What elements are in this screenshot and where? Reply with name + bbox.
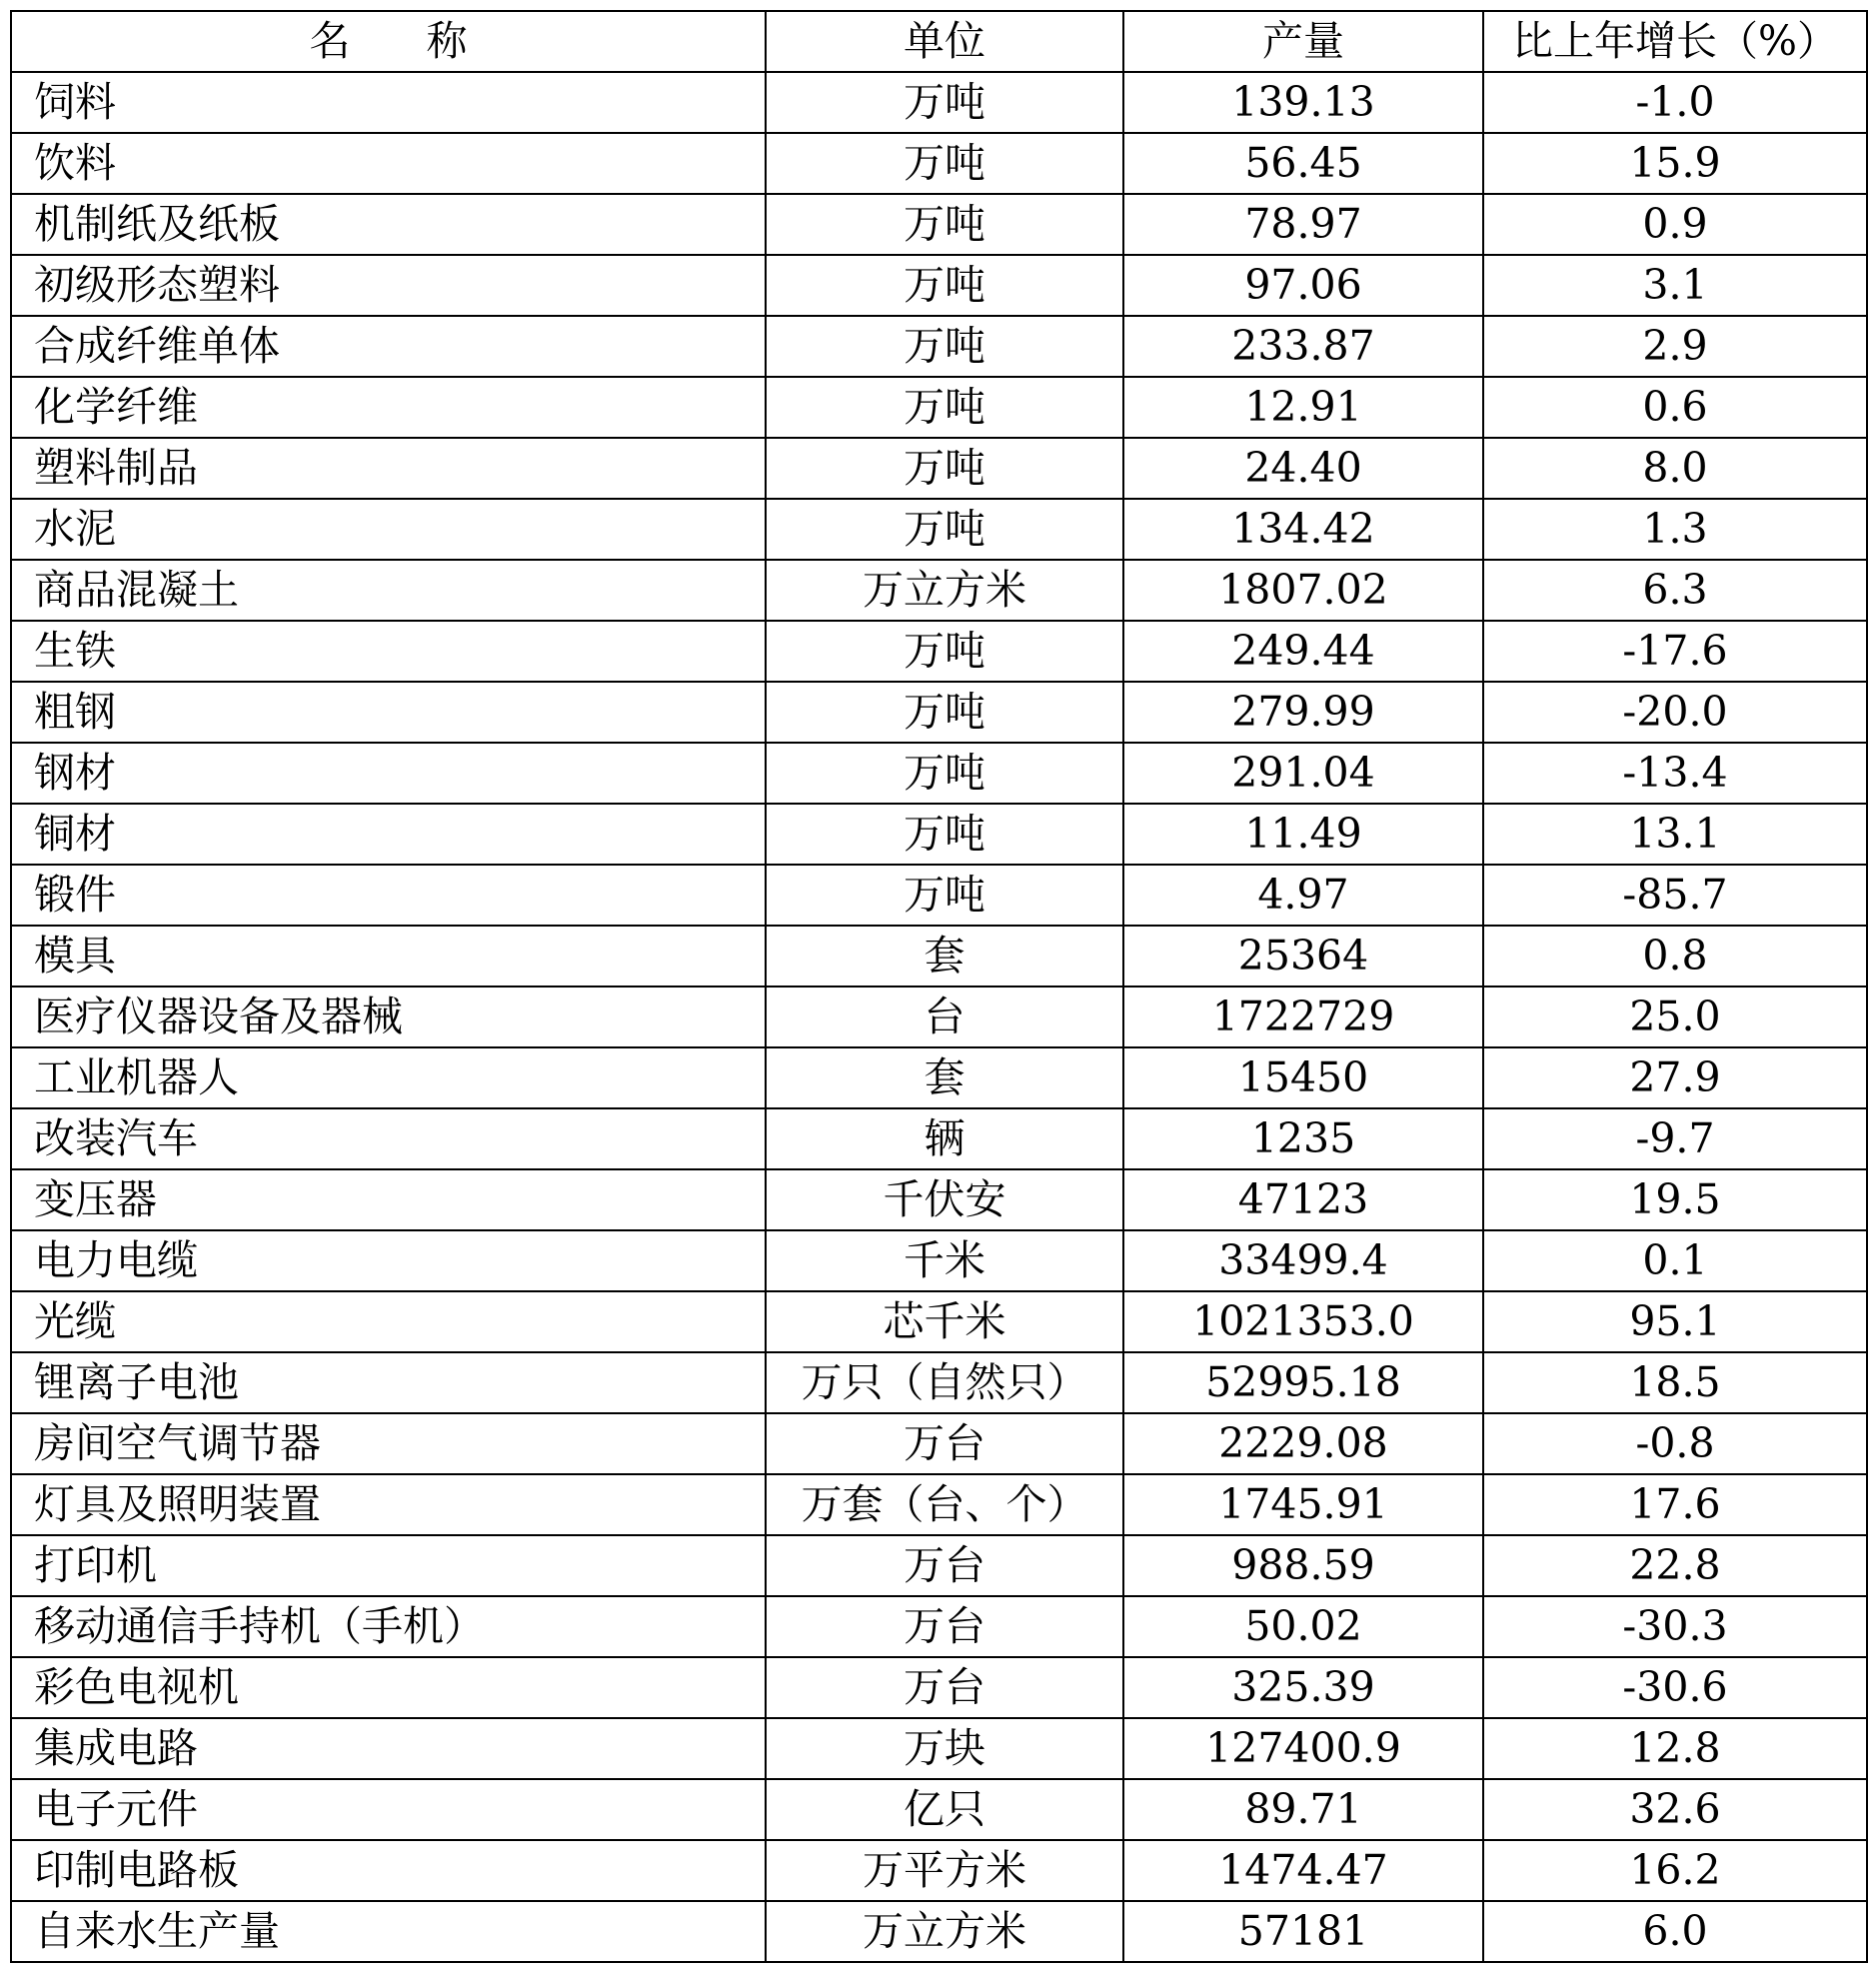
cell-product-name: 饮料 xyxy=(11,133,766,194)
cell-growth-rate: 16.2 xyxy=(1483,1840,1867,1901)
cell-output: 1807.02 xyxy=(1123,560,1483,621)
cell-output: 1722729 xyxy=(1123,987,1483,1047)
cell-product-name: 锂离子电池 xyxy=(11,1352,766,1413)
cell-output: 139.13 xyxy=(1123,72,1483,133)
cell-growth-rate: -1.0 xyxy=(1483,72,1867,133)
cell-output: 47123 xyxy=(1123,1169,1483,1230)
cell-output: 249.44 xyxy=(1123,621,1483,682)
cell-product-name: 合成纤维单体 xyxy=(11,316,766,377)
table-header xyxy=(11,11,1867,72)
cell-growth-rate: 6.0 xyxy=(1483,1901,1867,1962)
cell-product-name: 房间空气调节器 xyxy=(11,1413,766,1474)
cell-output: 291.04 xyxy=(1123,743,1483,804)
cell-unit: 套 xyxy=(766,926,1123,987)
cell-product-name: 粗钢 xyxy=(11,682,766,743)
cell-output: 97.06 xyxy=(1123,255,1483,316)
cell-product-name: 钢材 xyxy=(11,743,766,804)
cell-product-name: 灯具及照明装置 xyxy=(11,1474,766,1535)
table-row xyxy=(11,1718,1867,1779)
cell-product-name: 饲料 xyxy=(11,72,766,133)
cell-unit: 万立方米 xyxy=(766,560,1123,621)
cell-output: 134.42 xyxy=(1123,499,1483,560)
cell-product-name: 锻件 xyxy=(11,865,766,926)
cell-unit: 万吨 xyxy=(766,133,1123,194)
cell-product-name: 铜材 xyxy=(11,804,766,865)
cell-output: 127400.9 xyxy=(1123,1718,1483,1779)
cell-growth-rate: 1.3 xyxy=(1483,499,1867,560)
cell-growth-rate: 12.8 xyxy=(1483,1718,1867,1779)
table-row xyxy=(11,1108,1867,1169)
table-row xyxy=(11,499,1867,560)
cell-product-name: 商品混凝土 xyxy=(11,560,766,621)
cell-output: 52995.18 xyxy=(1123,1352,1483,1413)
table-row xyxy=(11,1901,1867,1962)
cell-output: 1745.91 xyxy=(1123,1474,1483,1535)
header-name xyxy=(11,11,766,72)
cell-unit: 辆 xyxy=(766,1108,1123,1169)
cell-unit: 千伏安 xyxy=(766,1169,1123,1230)
table-row xyxy=(11,255,1867,316)
cell-product-name: 生铁 xyxy=(11,621,766,682)
cell-unit: 万吨 xyxy=(766,72,1123,133)
cell-growth-rate: 32.6 xyxy=(1483,1779,1867,1840)
cell-output: 988.59 xyxy=(1123,1535,1483,1596)
cell-product-name: 光缆 xyxy=(11,1291,766,1352)
cell-unit: 万吨 xyxy=(766,621,1123,682)
cell-unit: 万块 xyxy=(766,1718,1123,1779)
cell-output: 1474.47 xyxy=(1123,1840,1483,1901)
cell-unit: 万吨 xyxy=(766,682,1123,743)
cell-product-name: 移动通信手持机（手机） xyxy=(11,1596,766,1657)
cell-product-name: 自来水生产量 xyxy=(11,1901,766,1962)
cell-growth-rate: 17.6 xyxy=(1483,1474,1867,1535)
cell-output: 57181 xyxy=(1123,1901,1483,1962)
cell-output: 12.91 xyxy=(1123,377,1483,438)
header-name-char-1: 名 xyxy=(309,17,351,65)
cell-unit: 套 xyxy=(766,1047,1123,1108)
cell-growth-rate: -13.4 xyxy=(1483,743,1867,804)
cell-growth-rate: 0.8 xyxy=(1483,926,1867,987)
cell-output: 78.97 xyxy=(1123,194,1483,255)
product-output-table xyxy=(10,10,1868,1963)
cell-product-name: 电子元件 xyxy=(11,1779,766,1840)
cell-growth-rate: 95.1 xyxy=(1483,1291,1867,1352)
table-row xyxy=(11,377,1867,438)
cell-growth-rate: 13.1 xyxy=(1483,804,1867,865)
header-output: 产量 xyxy=(1123,11,1483,72)
table-row xyxy=(11,133,1867,194)
table-row xyxy=(11,1047,1867,1108)
table-row xyxy=(11,682,1867,743)
cell-unit: 万吨 xyxy=(766,316,1123,377)
cell-unit: 万台 xyxy=(766,1413,1123,1474)
cell-growth-rate: 15.9 xyxy=(1483,133,1867,194)
cell-product-name: 彩色电视机 xyxy=(11,1657,766,1718)
cell-growth-rate: 2.9 xyxy=(1483,316,1867,377)
cell-unit: 万台 xyxy=(766,1596,1123,1657)
cell-output: 24.40 xyxy=(1123,438,1483,499)
cell-unit: 万吨 xyxy=(766,865,1123,926)
cell-growth-rate: 0.1 xyxy=(1483,1230,1867,1291)
cell-growth-rate: -30.3 xyxy=(1483,1596,1867,1657)
cell-product-name: 初级形态塑料 xyxy=(11,255,766,316)
cell-unit: 亿只 xyxy=(766,1779,1123,1840)
cell-product-name: 化学纤维 xyxy=(11,377,766,438)
table-row xyxy=(11,194,1867,255)
table-row xyxy=(11,1474,1867,1535)
cell-product-name: 模具 xyxy=(11,926,766,987)
cell-growth-rate: 19.5 xyxy=(1483,1169,1867,1230)
cell-unit: 台 xyxy=(766,987,1123,1047)
cell-output: 25364 xyxy=(1123,926,1483,987)
table-row xyxy=(11,316,1867,377)
cell-unit: 万吨 xyxy=(766,804,1123,865)
table-row xyxy=(11,1413,1867,1474)
table-row xyxy=(11,560,1867,621)
table-row xyxy=(11,743,1867,804)
cell-output: 1235 xyxy=(1123,1108,1483,1169)
table-row xyxy=(11,1535,1867,1596)
cell-growth-rate: 0.6 xyxy=(1483,377,1867,438)
cell-growth-rate: -85.7 xyxy=(1483,865,1867,926)
cell-growth-rate: 3.1 xyxy=(1483,255,1867,316)
cell-growth-rate: -17.6 xyxy=(1483,621,1867,682)
header-unit: 单位 xyxy=(766,11,1123,72)
cell-growth-rate: -9.7 xyxy=(1483,1108,1867,1169)
table-row xyxy=(11,865,1867,926)
cell-growth-rate: -20.0 xyxy=(1483,682,1867,743)
cell-growth-rate: 0.9 xyxy=(1483,194,1867,255)
cell-output: 15450 xyxy=(1123,1047,1483,1108)
table-row xyxy=(11,438,1867,499)
cell-product-name: 机制纸及纸板 xyxy=(11,194,766,255)
cell-unit: 万套（台、个） xyxy=(766,1474,1123,1535)
table-row xyxy=(11,1291,1867,1352)
cell-output: 325.39 xyxy=(1123,1657,1483,1718)
cell-growth-rate: -0.8 xyxy=(1483,1413,1867,1474)
header-name-char-2: 称 xyxy=(426,17,468,65)
cell-growth-rate: 6.3 xyxy=(1483,560,1867,621)
cell-unit: 万台 xyxy=(766,1535,1123,1596)
cell-product-name: 改装汽车 xyxy=(11,1108,766,1169)
cell-growth-rate: 25.0 xyxy=(1483,987,1867,1047)
table-body xyxy=(11,72,1867,1962)
cell-unit: 万只（自然只） xyxy=(766,1352,1123,1413)
table-row xyxy=(11,804,1867,865)
table-row xyxy=(11,72,1867,133)
cell-product-name: 工业机器人 xyxy=(11,1047,766,1108)
cell-growth-rate: -30.6 xyxy=(1483,1657,1867,1718)
cell-output: 33499.4 xyxy=(1123,1230,1483,1291)
cell-unit: 芯千米 xyxy=(766,1291,1123,1352)
cell-product-name: 变压器 xyxy=(11,1169,766,1230)
table-row xyxy=(11,1169,1867,1230)
cell-growth-rate: 18.5 xyxy=(1483,1352,1867,1413)
cell-output: 1021353.0 xyxy=(1123,1291,1483,1352)
cell-unit: 万平方米 xyxy=(766,1840,1123,1901)
cell-unit: 万吨 xyxy=(766,255,1123,316)
cell-unit: 万吨 xyxy=(766,743,1123,804)
cell-product-name: 打印机 xyxy=(11,1535,766,1596)
cell-unit: 万吨 xyxy=(766,194,1123,255)
table-row xyxy=(11,1230,1867,1291)
cell-unit: 万吨 xyxy=(766,499,1123,560)
table-row xyxy=(11,1596,1867,1657)
cell-product-name: 印制电路板 xyxy=(11,1840,766,1901)
table-row xyxy=(11,1779,1867,1840)
cell-unit: 千米 xyxy=(766,1230,1123,1291)
cell-output: 50.02 xyxy=(1123,1596,1483,1657)
cell-growth-rate: 27.9 xyxy=(1483,1047,1867,1108)
cell-output: 89.71 xyxy=(1123,1779,1483,1840)
cell-output: 11.49 xyxy=(1123,804,1483,865)
cell-unit: 万吨 xyxy=(766,438,1123,499)
cell-output: 2229.08 xyxy=(1123,1413,1483,1474)
cell-product-name: 集成电路 xyxy=(11,1718,766,1779)
table-row xyxy=(11,987,1867,1047)
cell-product-name: 电力电缆 xyxy=(11,1230,766,1291)
cell-output: 279.99 xyxy=(1123,682,1483,743)
cell-output: 56.45 xyxy=(1123,133,1483,194)
table-row xyxy=(11,1657,1867,1718)
cell-product-name: 水泥 xyxy=(11,499,766,560)
table-row xyxy=(11,621,1867,682)
cell-output: 4.97 xyxy=(1123,865,1483,926)
cell-unit: 万吨 xyxy=(766,377,1123,438)
table-row xyxy=(11,1840,1867,1901)
header-growth: 比上年增长（%） xyxy=(1483,11,1867,72)
header-row xyxy=(11,11,1867,72)
cell-product-name: 医疗仪器设备及器械 xyxy=(11,987,766,1047)
table-row xyxy=(11,926,1867,987)
cell-growth-rate: 22.8 xyxy=(1483,1535,1867,1596)
cell-unit: 万台 xyxy=(766,1657,1123,1718)
cell-unit: 万立方米 xyxy=(766,1901,1123,1962)
cell-growth-rate: 8.0 xyxy=(1483,438,1867,499)
table-row xyxy=(11,1352,1867,1413)
cell-product-name: 塑料制品 xyxy=(11,438,766,499)
cell-output: 233.87 xyxy=(1123,316,1483,377)
